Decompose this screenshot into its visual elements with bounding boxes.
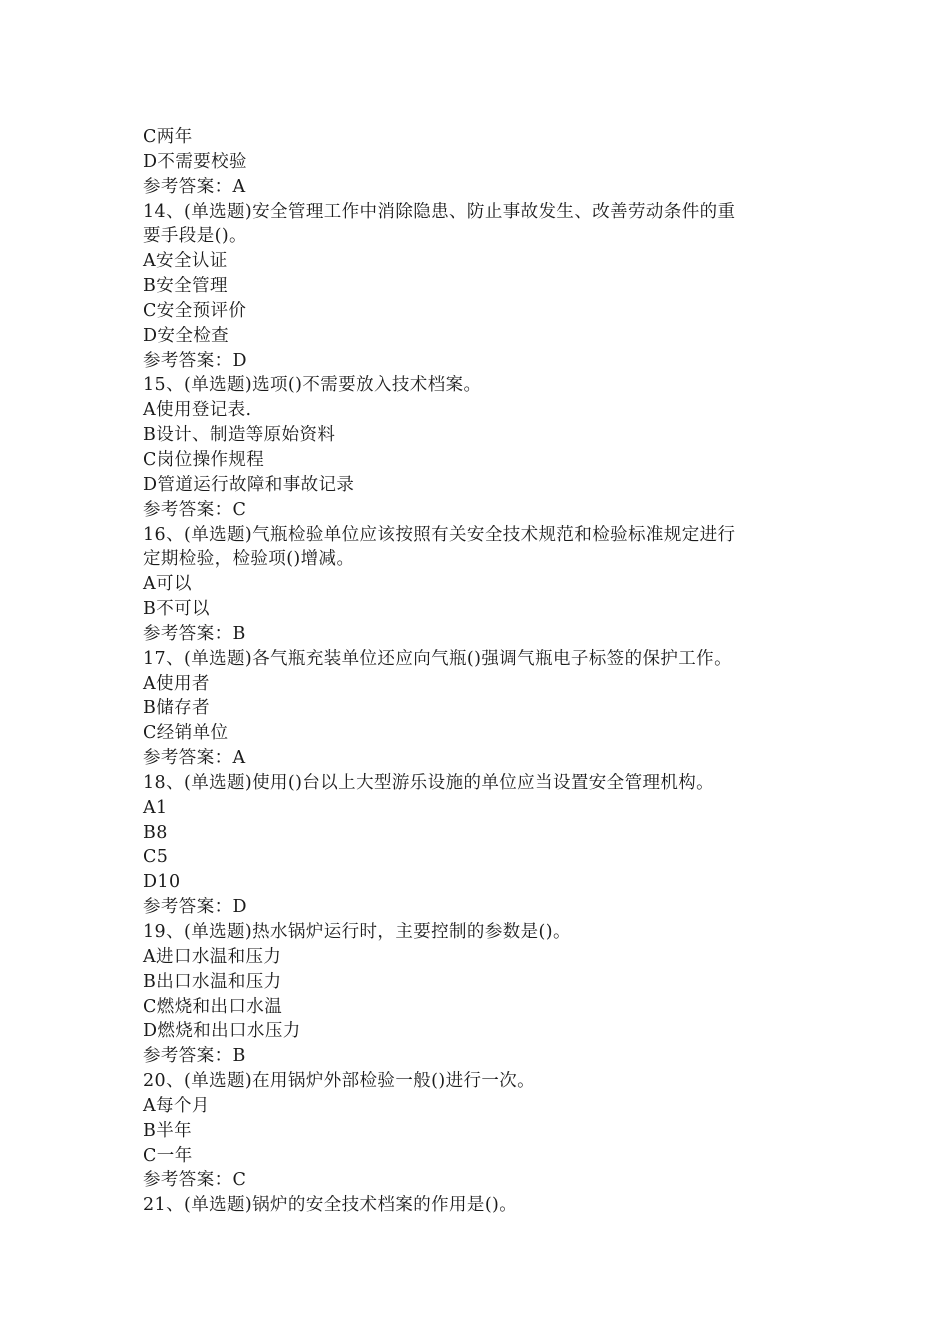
question-text: 20、(单选题)在用锅炉外部检验一般()进行一次。	[143, 1071, 536, 1092]
option-a: A1	[143, 797, 168, 818]
option-a: A每个月	[143, 1095, 210, 1116]
question-21	[143, 1193, 813, 1218]
question-17	[143, 647, 813, 771]
option-d: D不需要校验	[143, 151, 247, 172]
answer-line: 参考答案：C	[143, 499, 247, 520]
option-d: D管道运行故障和事故记录	[143, 474, 355, 495]
option-d: D安全检查	[143, 325, 230, 346]
question-16	[143, 523, 813, 647]
option-b: B半年	[143, 1120, 193, 1141]
answer-line: 参考答案：C	[143, 1170, 247, 1191]
option-a: A进口水温和压力	[143, 946, 282, 967]
option-a: A使用登记表.	[143, 400, 252, 421]
option-b: B不可以	[143, 599, 210, 620]
question-text: 16、(单选题)气瓶检验单位应该按照有关安全技术规范和检验标准规定进行	[143, 524, 736, 545]
question-text: 15、(单选题)选项()不需要放入技术档案。	[143, 375, 482, 396]
question-text: 18、(单选题)使用()台以上大型游乐设施的单位应当设置安全管理机构。	[143, 772, 715, 793]
option-a: A安全认证	[143, 251, 228, 272]
option-c: C5	[143, 847, 169, 868]
option-c: C安全预评价	[143, 300, 247, 321]
option-a: A使用者	[143, 673, 210, 694]
option-c: C岗位操作规程	[143, 449, 265, 470]
option-c: C经销单位	[143, 723, 229, 744]
question-15	[143, 373, 813, 522]
option-b: B8	[143, 822, 168, 843]
option-b: B出口水温和压力	[143, 971, 282, 992]
option-c: C两年	[143, 127, 193, 147]
option-d: D燃烧和出口水压力	[143, 1021, 301, 1042]
document-content	[143, 125, 813, 1218]
question-text: 17、(单选题)各气瓶充装单位还应向气瓶()强调气瓶电子标签的保护工作。	[143, 648, 732, 669]
answer-line: 参考答案：A	[143, 176, 246, 197]
question-text: 14、(单选题)安全管理工作中消除隐患、防止事故发生、改善劳动条件的重	[143, 201, 736, 222]
option-c: C一年	[143, 1145, 193, 1166]
answer-line: 参考答案：B	[143, 623, 246, 644]
answer-line: 参考答案：D	[143, 350, 247, 371]
question-text-cont: 要手段是()。	[143, 226, 247, 247]
option-d: D10	[143, 872, 181, 893]
option-b: B安全管理	[143, 276, 228, 297]
question-18	[143, 771, 813, 920]
question-text: 19、(单选题)热水锅炉运行时，主要控制的参数是()。	[143, 922, 571, 942]
question-19	[143, 920, 813, 1069]
option-b: B设计、制造等原始资料	[143, 425, 336, 446]
option-c: C燃烧和出口水温	[143, 996, 283, 1017]
previous-question-tail	[143, 125, 813, 200]
question-text: 21、(单选题)锅炉的安全技术档案的作用是()。	[143, 1195, 518, 1216]
question-20	[143, 1069, 813, 1193]
question-text-cont: 定期检验，检验项()增减。	[143, 549, 355, 570]
answer-line: 参考答案：D	[143, 897, 247, 918]
question-14	[143, 200, 813, 374]
option-b: B储存者	[143, 698, 210, 719]
option-a: A可以	[143, 574, 192, 595]
answer-line: 参考答案：A	[143, 748, 246, 769]
answer-line: 参考答案：B	[143, 1046, 246, 1067]
